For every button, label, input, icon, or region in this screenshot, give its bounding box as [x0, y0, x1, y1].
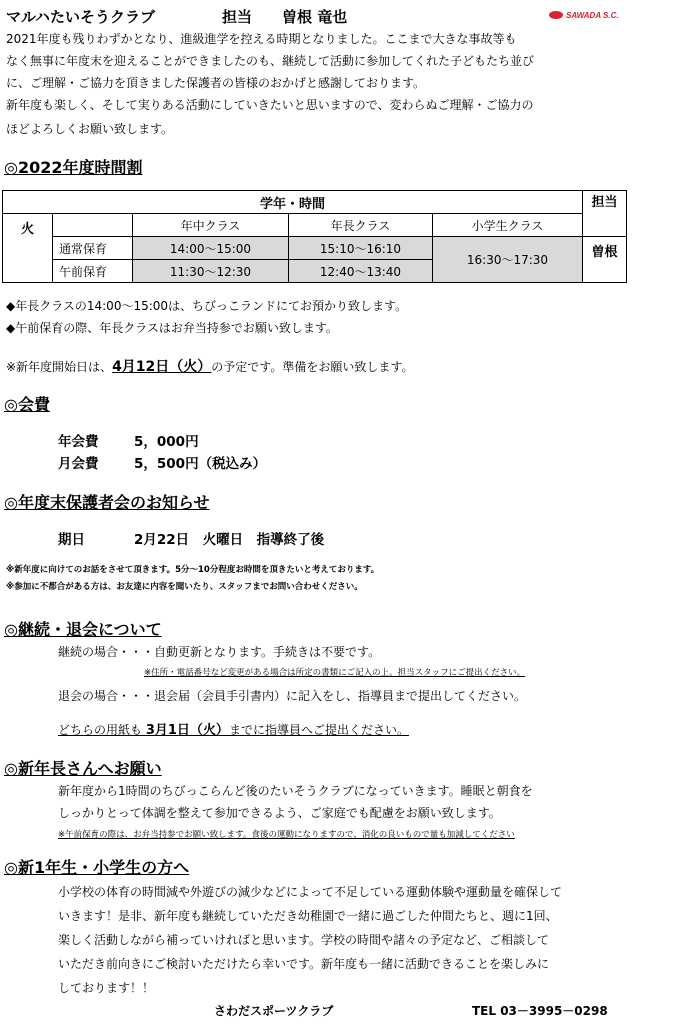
shogaku-heading: ◎新1年生・小学生の方へ	[4, 858, 190, 877]
intro-line-2: なく無事に年度末を迎えることができましたのも、継続して活動に参加してくれた子どもたち並び	[6, 54, 535, 68]
deadline-date: 3月1日（火）	[145, 723, 229, 738]
deadline-prefix: どちらの用紙も	[58, 723, 143, 737]
intro-line-4: 新年度も楽しく、そして実りある活動にしていきたいと思いますので、変わらぬご理解・ご協力の	[6, 98, 534, 112]
logo-swoosh-icon	[549, 11, 563, 19]
start-suffix: の予定です。準備をお願い致します。	[211, 360, 414, 374]
timetable-heading: ◎2022年度時間割	[4, 158, 143, 177]
cell-nencho-regular: 15:10～16:10	[289, 237, 433, 260]
blank-cell	[53, 214, 133, 237]
monthly-fee-label: 月会費	[58, 456, 99, 472]
col-nencho: 年長クラス	[289, 214, 433, 237]
col-elementary: 小学生クラス	[433, 214, 583, 237]
row-label-morning: 午前保育	[53, 260, 133, 283]
nencho-line-1: 新年度から1時間のちびっこらんど後のたいそうクラブになっていきます。睡眠と朝食を	[58, 784, 533, 798]
cell-nencho-morning: 12:40～13:40	[289, 260, 433, 283]
footer-tel: TEL 03－3995－0298	[472, 1004, 608, 1018]
start-prefix: ※新年度開始日は、	[6, 360, 113, 374]
continue-heading: ◎継続・退会について	[4, 620, 162, 639]
nencho-line-2: しっかりとって体調を整えて参加できるよう、ご家庭でも配慮をお願い致します。	[58, 806, 501, 820]
note-morning-lunch: ◆午前保育の際、年長クラスはお弁当持参でお願い致します。	[6, 321, 338, 335]
logo-text: SAWADA S.C.	[566, 11, 619, 20]
shogaku-line-4: いただき前向きにご検討いただけたら幸いです。新年度も一緒に活動できることを楽しみに	[58, 957, 550, 971]
meeting-note-1: ※新年度に向けてのお話をさせて頂きます。5分～10分程度お時間を頂きたいと考えております。	[6, 565, 380, 575]
club-title: マルハたいそうクラブ	[6, 8, 155, 26]
shogaku-line-5: しております！！	[58, 981, 155, 995]
annual-fee-label: 年会費	[58, 434, 99, 450]
monthly-fee-value: 5，500円（税込み）	[134, 456, 267, 472]
nencho-heading: ◎新年長さんへお願い	[4, 759, 162, 778]
intro-line-3: に、ご理解・ご協力を頂きました保護者の皆様のおかげと感謝しております。	[6, 76, 426, 90]
continue-line: 継続の場合・・・自動更新となります。手続きは不要です。	[58, 645, 381, 659]
cell-nenchu-regular: 14:00～15:00	[133, 237, 289, 260]
cell-staff: 曽根	[583, 237, 627, 283]
header-grade-time: 学年・時間	[3, 191, 583, 214]
footer-club-name: さわだスポーツクラブ	[214, 1004, 334, 1018]
meeting-date-value: 2月22日 火曜日 指導終了後	[134, 532, 325, 548]
annual-fee-value: 5，000円	[134, 434, 199, 450]
row-label-regular: 通常保育	[53, 237, 133, 260]
shogaku-line-2: いきます！是非、新年度も継続していただき幼稚園で一緒に過ごした仲間たちと、週に1回、	[58, 909, 558, 923]
continue-note: ※住所・電話番号など変更がある場合は所定の書類にご記入の上、担当スタッフにご提出ください。	[144, 668, 526, 678]
meeting-note-2: ※参加に不都合がある方は、お友達に内容を聞いたり、スタッフまでお問い合わせください。	[6, 582, 363, 592]
intro-line-5: ほどよろしくお願い致します。	[6, 122, 174, 136]
shogaku-line-1: 小学校の体育の時間減や外遊びの減少などによって不足している運動体験や運動量を確保して	[58, 885, 563, 899]
fees-heading: ◎会費	[4, 395, 50, 414]
deadline-line	[58, 719, 409, 738]
meeting-date-label: 期日	[58, 532, 85, 548]
header-staff: 担当	[583, 191, 627, 237]
meeting-heading: ◎年度末保護者会のお知らせ	[4, 493, 210, 512]
timetable	[2, 190, 627, 283]
staff-in-charge: 担当 曽根 竜也	[222, 8, 348, 26]
start-date-note	[6, 356, 413, 376]
shogaku-line-3: 楽しく活動しながら補っていければと思います。学校の時間や諸々の予定など、ご相談して	[58, 933, 550, 947]
cell-elementary: 16:30～17:30	[433, 237, 583, 283]
withdraw-line: 退会の場合・・・退会届（会員手引書内）に記入をし、指導員まで提出してください。	[58, 689, 527, 703]
cell-nenchu-morning: 11:30～12:30	[133, 260, 289, 283]
col-nenchu: 年中クラス	[133, 214, 289, 237]
note-nencho-care: ◆年長クラスの14:00～15:00は、ちびっこランドにてお預かり致します。	[6, 299, 408, 313]
intro-line-1: 2021年度も残りわずかとなり、進級進学を控える時期となりました。ここまで大きな事故等も	[6, 32, 517, 46]
day-tuesday: 火	[3, 214, 53, 283]
start-date: 4月12日（火）	[112, 359, 212, 375]
deadline-suffix: までに指導員へご提出ください。	[228, 723, 409, 737]
nencho-note: ※午前保育の際は、お弁当持参でお願い致します。食後の運動になりますので、消化の良いもので量も加減してください	[58, 830, 515, 840]
sawada-logo	[548, 8, 688, 22]
